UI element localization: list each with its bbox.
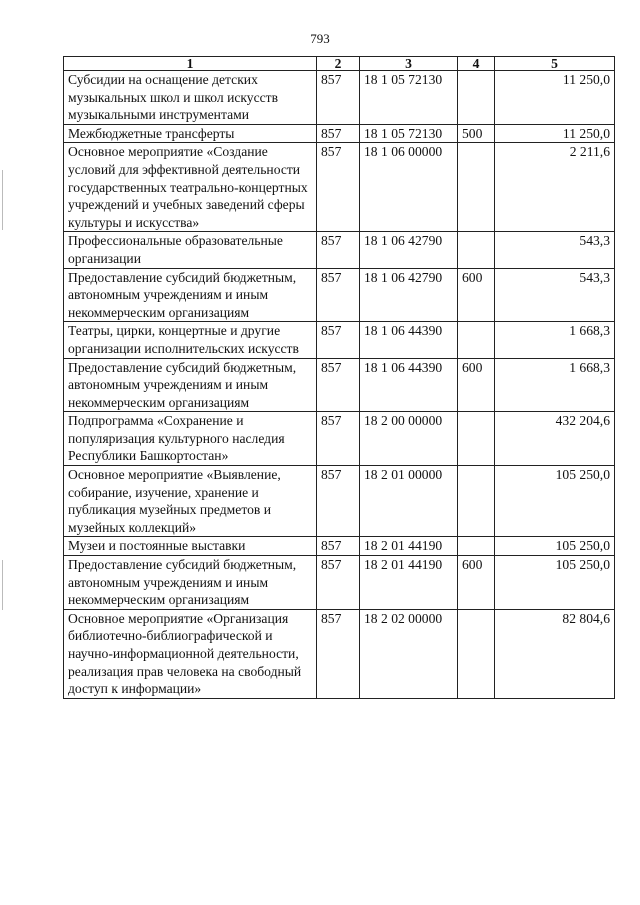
row-amount-cell: 1 668,3 [495,358,615,412]
table-header-row [64,57,615,71]
row-code-cell: 18 1 05 72130 [360,124,458,143]
table-row [64,358,615,412]
row-code-cell: 18 1 05 72130 [360,71,458,125]
row-name-cell: Межбюджетные трансферты [64,124,317,143]
row-amount-cell: 11 250,0 [495,71,615,125]
row-code-cell: 18 2 00 00000 [360,412,458,466]
row-code-cell: 18 1 06 42790 [360,232,458,268]
table-row [64,232,615,268]
table-row [64,609,615,698]
row-code-cell: 18 1 06 42790 [360,268,458,322]
row-amount-cell: 543,3 [495,232,615,268]
row-name-cell: Основное мероприятие «Создание условий для эффективной деятельности государственных театрально-концертных учреждений и учебных заведений сферы культуры и искусства» [64,143,317,232]
row-code-cell: 18 1 06 44390 [360,322,458,358]
row-code-cell: 18 2 01 44190 [360,556,458,610]
row-name-cell: Предоставление субсидий бюджетным, автономным учреждениям и иным некоммерческим организациям [64,358,317,412]
row-type-cell [458,71,495,125]
table-body [64,71,615,699]
table-row [64,322,615,358]
row-amount-cell: 105 250,0 [495,537,615,556]
row-type-cell [458,412,495,466]
scan-edge-mark [2,560,3,610]
column-header: 1 [64,57,317,71]
row-name-cell: Профессиональные образовательные организации [64,232,317,268]
page-number: 793 [310,31,330,46]
row-dept-cell: 857 [317,143,360,232]
row-code-cell: 18 2 01 00000 [360,466,458,537]
row-dept-cell: 857 [317,537,360,556]
table-row [64,412,615,466]
row-dept-cell: 857 [317,609,360,698]
row-dept-cell: 857 [317,556,360,610]
row-type-cell [458,466,495,537]
table-row [64,466,615,537]
table-row [64,556,615,610]
table-row [64,124,615,143]
row-dept-cell: 857 [317,232,360,268]
row-amount-cell: 105 250,0 [495,466,615,537]
row-amount-cell: 432 204,6 [495,412,615,466]
row-type-cell [458,143,495,232]
table-row [64,71,615,125]
row-dept-cell: 857 [317,412,360,466]
row-code-cell: 18 1 06 00000 [360,143,458,232]
row-type-cell: 600 [458,268,495,322]
row-name-cell: Основное мероприятие «Организация библиотечно-библиографической и научно-информационной деятельности, реализация прав человека на свободный доступ к информации» [64,609,317,698]
row-type-cell [458,322,495,358]
column-header: 4 [458,57,495,71]
row-name-cell: Подпрограмма «Сохранение и популяризация культурного наследия Республики Башкортостан» [64,412,317,466]
row-name-cell: Субсидии на оснащение детских музыкальных школ и школ искусств музыкальными инструментами [64,71,317,125]
row-amount-cell: 2 211,6 [495,143,615,232]
row-dept-cell: 857 [317,466,360,537]
budget-table [63,56,615,699]
row-type-cell: 600 [458,358,495,412]
row-dept-cell: 857 [317,124,360,143]
row-dept-cell: 857 [317,71,360,125]
scan-edge-mark [2,170,3,230]
row-type-cell: 600 [458,556,495,610]
row-amount-cell: 82 804,6 [495,609,615,698]
column-header: 2 [317,57,360,71]
table-row [64,537,615,556]
row-name-cell: Театры, цирки, концертные и другие организации исполнительских искусств [64,322,317,358]
row-type-cell [458,232,495,268]
row-amount-cell: 543,3 [495,268,615,322]
row-amount-cell: 11 250,0 [495,124,615,143]
row-code-cell: 18 1 06 44390 [360,358,458,412]
row-amount-cell: 1 668,3 [495,322,615,358]
row-name-cell: Музеи и постоянные выставки [64,537,317,556]
row-type-cell: 500 [458,124,495,143]
table-row [64,143,615,232]
row-dept-cell: 857 [317,322,360,358]
column-header: 5 [495,57,615,71]
row-dept-cell: 857 [317,358,360,412]
row-code-cell: 18 2 02 00000 [360,609,458,698]
row-type-cell [458,609,495,698]
row-code-cell: 18 2 01 44190 [360,537,458,556]
table-row [64,268,615,322]
column-header: 3 [360,57,458,71]
row-name-cell: Предоставление субсидий бюджетным, автономным учреждениям и иным некоммерческим организациям [64,268,317,322]
row-dept-cell: 857 [317,268,360,322]
row-amount-cell: 105 250,0 [495,556,615,610]
row-type-cell [458,537,495,556]
row-name-cell: Основное мероприятие «Выявление, собирание, изучение, хранение и публикация музейных предметов и музейных коллекций» [64,466,317,537]
row-name-cell: Предоставление субсидий бюджетным, автономным учреждениям и иным некоммерческим организациям [64,556,317,610]
